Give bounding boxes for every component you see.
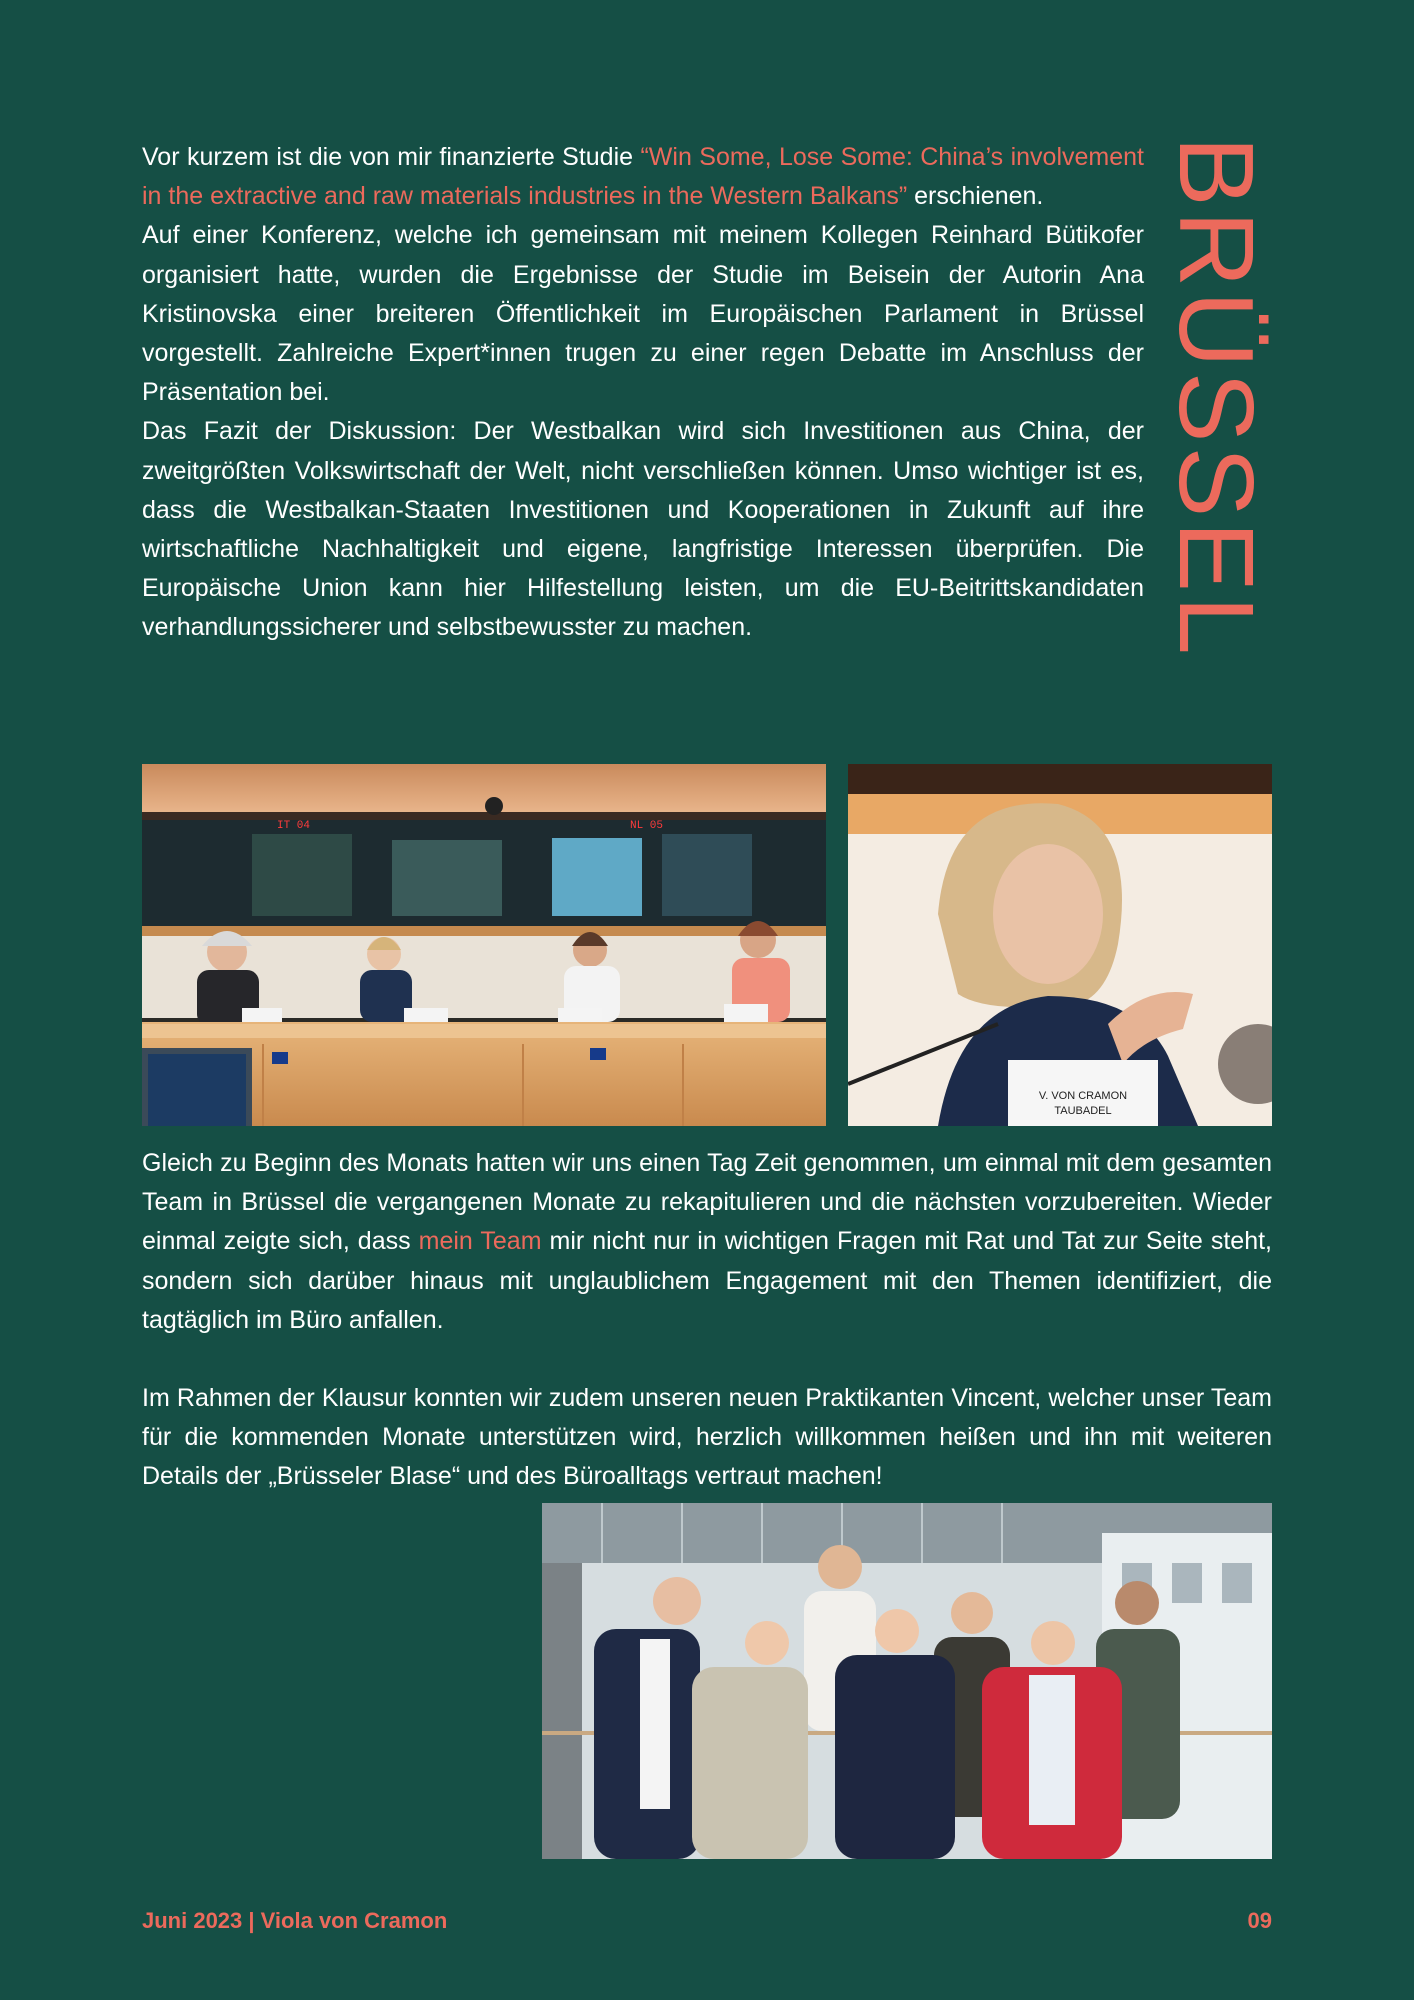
page-title: BRÜSSEL	[1157, 136, 1275, 659]
study-outro: erschienen.	[907, 182, 1044, 211]
intro-text	[142, 138, 1144, 648]
study-title-link[interactable]: “Win Some, Lose Some: China’s involvement in the extractive and raw materials industries in the Western Balkans”	[142, 143, 1144, 211]
intern-paragraph	[142, 1379, 1272, 1497]
team-link[interactable]: mein Team	[418, 1227, 542, 1256]
room-sign-left: IT 04	[277, 820, 311, 832]
speaker-photo	[848, 764, 1272, 1126]
conference-photo	[142, 764, 826, 1126]
team-outro: mir nicht nur in wichtigen Fragen mit Rat und Tat zur Seite steht, sondern sich darüber hinaus mit unglaublichem Engagement mit den Themen identifiziert, die tagtäglich im Büro anfallen.	[142, 1227, 1272, 1334]
nameplate-line1: V. VON CRAMON	[1038, 1090, 1128, 1102]
page-number: 09	[1247, 1908, 1272, 1933]
conference-paragraph: Auf einer Konferenz, welche ich gemeinsam mit meinem Kollegen Reinhard Bütikofer organisiert hatte, wurden die Ergebnisse der Studie im Beisein der Autorin Ana Kristinovska einer breiteren Öffentlichkeit im Europäischen Parlament in Brüssel vorgestellt. Zahlreiche Expert*innen trugen zu einer regen Debatte im Anschluss der Präsentation bei.	[142, 221, 1144, 407]
room-sign-right: NL 05	[630, 820, 664, 832]
nameplate-line2: TAUBADEL	[1054, 1105, 1112, 1117]
team-paragraph	[142, 1144, 1272, 1340]
study-intro: Vor kurzem ist die von mir finanzierte Studie	[142, 143, 641, 171]
team-photo	[542, 1503, 1272, 1859]
conclusion-paragraph: Das Fazit der Diskussion: Der Westbalkan wird sich Investitionen aus China, der zweitgrößten Volkswirtschaft der Welt, nicht verschließen können. Umso wichtiger ist es, dass die Westbalkan-Staaten Investitionen und Kooperationen in Zukunft auf ihre wirtschaftliche Nachhaltigkeit und eigene, langfristige Interessen überprüfen. Die Europäische Union kann hier Hilfestellung leisten, um die EU-Beitrittskandidaten verhandlungssicherer und selbstbewusster zu machen.	[142, 417, 1144, 642]
footer-date-author: Juni 2023 | Viola von Cramon	[142, 1908, 448, 1933]
team-intro: Gleich zu Beginn des Monats hatten wir uns einen Tag Zeit genommen, um einmal mit dem gesamten Team in Brüssel die vergangenen Monate zu rekapitulieren und die nächsten vorzubereiten. Wieder einmal zeigte sich, dass	[142, 1149, 1272, 1256]
intern-text: Im Rahmen der Klausur konnten wir zudem unseren neuen Praktikanten Vincent, welcher unser Team für die kommenden Monate unterstützen wird, herzlich willkommen heißen und ihn mit weiteren Details der „Brüsseler Blase“ und des Büroalltags vertraut machen!	[142, 1384, 1272, 1491]
